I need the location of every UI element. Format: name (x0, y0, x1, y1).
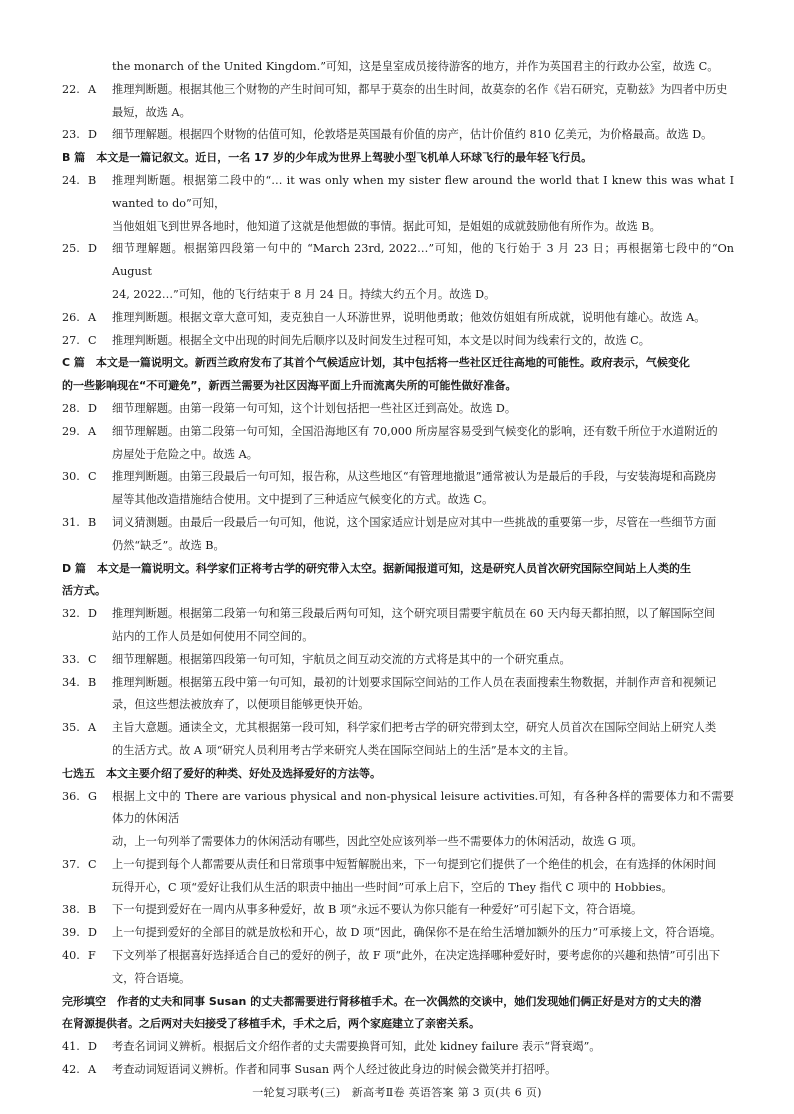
answer-item (62, 398, 734, 421)
question-number: 25. (62, 242, 80, 256)
explanation-text: 推理判断题。根据文章大意可知，麦克独自一人环游世界，说明他勇敢；他效仿姐姐有所成就，说明他有雄心。故选 A。 (112, 310, 706, 324)
section-heading: 在肾源提供者。之后两对夫妇接受了移植手术，手术之后，两个家庭建立了亲密关系。 (62, 1017, 480, 1031)
explanation-text: 细节理解题。根据第四段第一句中的 “March 23rd, 2022…”可知，他的飞行始于 3 月 23 日；再根据第七段中的“On August (112, 242, 734, 279)
answer-letter: A (88, 721, 97, 735)
continuation-line: 的生活方式。故 A 项“研究人员利用考古学来研究人类在国际空间站上的生活”是本文的主旨。 (112, 743, 575, 757)
answer-letter: C (88, 470, 97, 484)
continuation-line: 动，上一句列举了需要体力的休闲活动有哪些，因此空处应该列举一些不需要体力的休闲活动，故选 G 项。 (112, 835, 643, 849)
question-number: 22. (62, 82, 80, 96)
question-number: 28. (62, 401, 80, 415)
continuation-line: 站内的工作人员是如何使用不同空间的。 (112, 629, 314, 643)
explanation-text: 根据上文中的 There are various physical and non-physical leisure activities.可知，有各种各样的需要体力和不需要体力的休闲活 (112, 789, 734, 826)
answer-letter: D (88, 242, 97, 256)
answer-letter: A (88, 1063, 97, 1077)
question-number: 27. (62, 333, 80, 347)
answer-item (62, 421, 734, 444)
continuation-line: the monarch of the United Kingdom.”可知，这是皇室成员接待游客的地方，并作为英国君主的行政办公室，故选 C。 (112, 60, 719, 73)
continuation-line: 最短，故选 A。 (112, 105, 191, 119)
answer-letter: C (88, 333, 97, 347)
continuation-line: 房屋处于危险之中。故选 A。 (112, 447, 258, 461)
answer-item (62, 330, 734, 353)
answer-letter: A (88, 310, 97, 324)
explanation-text: 下一句提到爱好在一周内从事多种爱好，故 B 项“永远不要认为你只能有一种爱好”可引起下文，符合语境。 (112, 903, 643, 917)
explanation-text: 细节理解题。根据四个财物的估值可知，伦敦塔是英国最有价值的房产，估计价值约 810 亿美元，为价格最高。故选 D。 (112, 128, 713, 142)
section-heading: C 篇 本文是一篇说明文。新西兰政府发布了其首个气候适应计划，其中包括将一些社区迁往高地的可能性。政府表示，气候变化 (62, 356, 690, 370)
question-number: 33. (62, 652, 80, 666)
continuation-line: 文，符合语境。 (112, 971, 191, 985)
question-number: 34. (62, 675, 80, 689)
question-number: 41. (62, 1040, 80, 1054)
question-number: 36. (62, 789, 80, 803)
answer-letter: G (88, 789, 97, 803)
question-number: 29. (62, 424, 80, 438)
question-number: 42. (62, 1063, 80, 1077)
answer-item (62, 170, 734, 216)
answer-item (62, 899, 734, 922)
answer-item (62, 603, 734, 626)
explanation-text: 下文列举了根据喜好选择适合自己的爱好的例子，故 F 项“此外，在决定选择哪种爱好时，要考虑你的兴趣和热情”可引出下 (112, 949, 721, 963)
answer-item (62, 466, 734, 489)
section-heading: B 篇 本文是一篇记叙文。近日，一名 17 岁的少年成为世界上驾驶小型飞机单人环球飞行的最年轻飞行员。 (62, 151, 593, 165)
question-number: 32. (62, 607, 80, 621)
answer-letter: D (88, 607, 97, 621)
answer-item (62, 854, 734, 877)
explanation-text: 上一句提到每个人都需要从责任和日常琐事中短暂解脱出来，下一句提到它们提供了一个绝佳的机会，在有选择的休闲时间 (112, 857, 717, 871)
answer-item (62, 945, 734, 968)
question-number: 37. (62, 857, 80, 871)
section-heading: 七选五 本文主要介绍了爱好的种类、好处及选择爱好的方法等。 (62, 766, 381, 780)
page-footer: 一轮复习联考(三) 新高考Ⅱ卷 英语答案 第 3 页(共 6 页) (252, 1086, 542, 1099)
question-number: 23. (62, 128, 80, 142)
continuation-line: 录，但这些想法被放弃了，以便项目能够更快开始。 (112, 698, 370, 712)
answer-letter: F (88, 949, 96, 963)
answer-item (62, 786, 734, 832)
answer-item (62, 672, 734, 695)
answer-page-content (62, 56, 734, 1082)
answer-item (62, 649, 734, 672)
question-number: 35. (62, 721, 80, 735)
question-number: 24. (62, 173, 80, 187)
explanation-text: 考查名词词义辨析。根据后文介绍作者的丈夫需要换肾可知，此处 kidney failure 表示“肾衰竭”。 (112, 1040, 601, 1054)
answer-letter: C (88, 652, 97, 666)
question-number: 38. (62, 903, 80, 917)
answer-letter: D (88, 128, 97, 142)
continuation-line: 屋等其他改造措施结合使用。文中提到了三种适应气候变化的方式。故选 C。 (112, 493, 494, 507)
answer-item (62, 307, 734, 330)
question-number: 39. (62, 926, 80, 940)
explanation-text: 推理判断题。由第三段最后一句可知，报告称，从这些地区“有管理地撤退”通常被认为是最后的手段，与安装海堤和高跷房 (112, 470, 717, 484)
answer-letter: B (88, 173, 97, 187)
answer-item (62, 79, 734, 102)
answer-item (62, 717, 734, 740)
explanation-text: 上一句提到爱好的全部目的就是放松和开心，故 D 项“因此，确保你不是在给生活增加额外的压力”可承接上文，符合语境。 (112, 926, 722, 940)
continuation-line: 仍然“缺乏”。故选 B。 (112, 538, 225, 552)
answer-letter: C (88, 857, 97, 871)
answer-letter: A (88, 424, 97, 438)
explanation-text: 考查动词短语词义辨析。作者和同事 Susan 两个人经过彼此身边的时候会微笑并打招呼。 (112, 1063, 557, 1077)
explanation-text: 推理判断题。根据其他三个财物的产生时间可知，都早于莫奈的出生时间，故莫奈的名作《岩石研究，克勒兹》为四者中历史 (112, 82, 728, 96)
section-heading: 活方式。 (62, 584, 106, 598)
answer-letter: B (88, 903, 97, 917)
answer-letter: D (88, 401, 97, 415)
answer-letter: D (88, 1040, 97, 1054)
answer-item (62, 124, 734, 147)
explanation-text: 推理判断题。根据第二段第一句和第三段最后两句可知，这个研究项目需要宇航员在 60 天内每天都拍照，以了解国际空间 (112, 607, 716, 621)
answer-item (62, 1059, 734, 1082)
section-heading: D 篇 本文是一篇说明文。科学家们正将考古学的研究带入太空。据新闻报道可知，这是研究人员首次研究国际空间站上人类的生 (62, 561, 691, 575)
continuation-line: 当他姐姐飞到世界各地时，他知道了这就是他想做的事情。据此可知，是姐姐的成就鼓励他有所作为。故选 B。 (112, 219, 661, 233)
question-number: 26. (62, 310, 80, 324)
explanation-text: 推理判断题。根据第五段中第一句可知，最初的计划要求国际空间站的工作人员在表面搜索生物数据，并制作声音和视频记 (112, 675, 717, 689)
answer-letter: A (88, 82, 97, 96)
explanation-text: 细节理解题。由第一段第一句可知，这个计划包括把一些社区迁到高处。故选 D。 (112, 401, 517, 415)
answer-item (62, 1036, 734, 1059)
continuation-line: 24, 2022…”可知，他的飞行结束于 8 月 24 日。持续大约五个月。故选 D。 (112, 287, 496, 301)
continuation-line: 玩得开心，C 项“爱好让我们从生活的职责中抽出一些时间”可承上启下，空后的 They 指代 C 项中的 Hobbies。 (112, 880, 673, 894)
question-number: 30. (62, 470, 80, 484)
section-heading: 完形填空 作者的丈夫和同事 Susan 的丈夫都需要进行肾移植手术。在一次偶然的交谈中，她们发现她们俩正好是对方的丈夫的潜 (62, 994, 702, 1008)
question-number: 31. (62, 515, 80, 529)
answer-item (62, 922, 734, 945)
explanation-text: 推理判断题。根据全文中出现的时间先后顺序以及时间发生过程可知，本文是以时间为线索行文的，故选 C。 (112, 333, 650, 347)
section-heading: 的一些影响现在“不可避免”，新西兰需要为社区因海平面上升而流离失所的可能性做好准备。 (62, 379, 517, 393)
answer-letter: B (88, 675, 97, 689)
explanation-text: 词义猜测题。由最后一段最后一句可知，他说，这个国家适应计划是应对其中一些挑战的重要第一步，尽管在一些细节方面 (112, 515, 717, 529)
answer-letter: D (88, 926, 97, 940)
answer-item (62, 238, 734, 284)
question-number: 40. (62, 949, 80, 963)
answer-item (62, 512, 734, 535)
explanation-text: 细节理解题。根据第四段第一句可知，宇航员之间互动交流的方式将是其中的一个研究重点。 (112, 652, 571, 666)
explanation-text: 主旨大意题。通读全文，尤其根据第一段可知，科学家们把考古学的研究带到太空，研究人员首次在国际空间站上研究人类 (112, 721, 717, 735)
explanation-text: 推理判断题。根据第二段中的“… it was only when my sister flew around the world that I knew this was what I wanted to do”可知， (112, 173, 734, 210)
explanation-text: 细节理解题。由第二段第一句可知，全国沿海地区有 70,000 所房屋容易受到气候变化的影响，还有数千所位于水道附近的 (112, 424, 718, 438)
answer-letter: B (88, 515, 97, 529)
